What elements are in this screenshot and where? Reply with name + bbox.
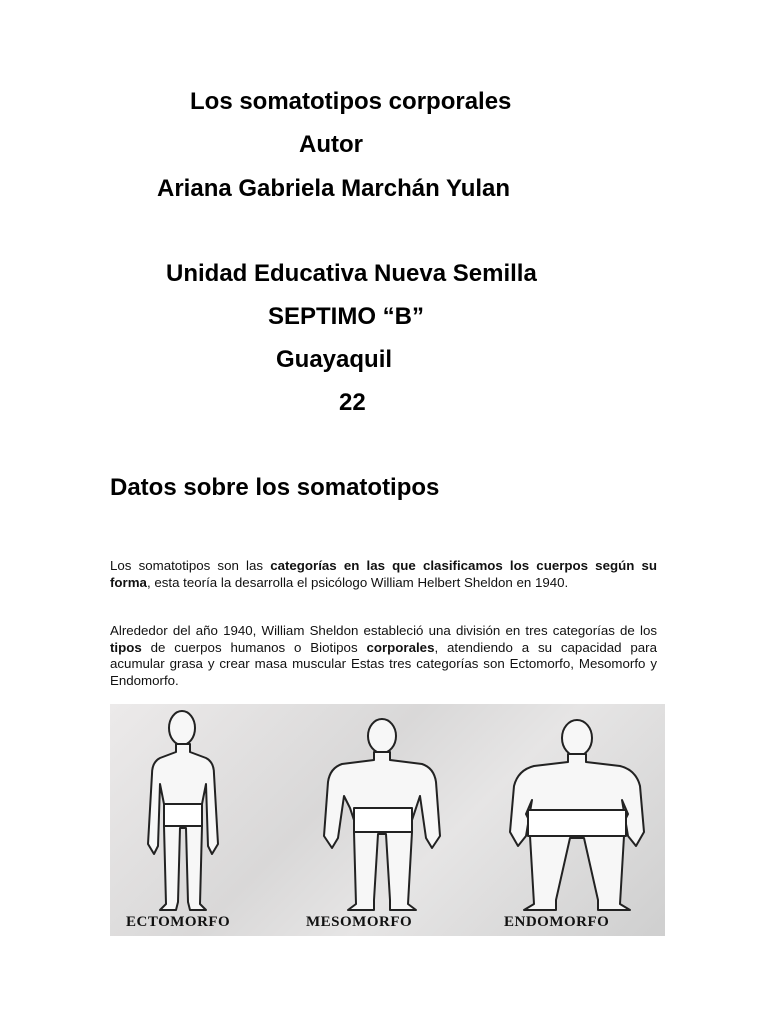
p1-bold: categorías en las que clasificamos los cuerpos según su forma (110, 558, 658, 590)
paragraph-2 (110, 623, 657, 689)
p2-bold-corporales: corporales (366, 639, 435, 655)
body-figures (110, 704, 665, 936)
author-name: Ariana Gabriela Marchán Yulan (157, 175, 511, 202)
grade-label: SEPTIMO “B” (268, 303, 425, 330)
document-title: Los somatotipos corporales (190, 88, 512, 115)
mesomorph-figure (324, 719, 440, 910)
school-name: Unidad Educativa Nueva Semilla (166, 260, 537, 287)
author-label: Autor (299, 131, 363, 158)
paragraph-1 (110, 558, 657, 591)
p2-text-a: Alrededor del año 1940, William Sheldon estableció una división en tres categorías de los (110, 623, 657, 638)
section-heading: Datos sobre los somatotipos (110, 474, 440, 501)
label-ectomorfo: ECTOMORFO (126, 914, 231, 930)
p1-text-c: , esta teoría la desarrolla el psicólogo William Helbert Sheldon en 1940. (146, 574, 569, 590)
label-mesomorfo: MESOMORFO (306, 914, 413, 930)
p1-text-a: Los somatotipos son las (110, 558, 271, 573)
number-label: 22 (339, 389, 366, 416)
label-endomorfo: ENDOMORFO (504, 914, 610, 930)
p2-text-e: , atendiendo a su capacidad para acumular grasa y crear masa muscular Estas tres categorías son Ectomorfo, Mesomorfo y Endomorfo. (110, 639, 657, 688)
endomorph-figure (510, 720, 644, 910)
city-label: Guayaquil (276, 346, 393, 373)
p2-bold-tipos: tipos (110, 639, 142, 655)
ectomorph-figure (148, 711, 218, 910)
somatotype-illustration (110, 704, 665, 936)
p2-text-c: de cuerpos humanos o Biotipos (141, 639, 367, 655)
